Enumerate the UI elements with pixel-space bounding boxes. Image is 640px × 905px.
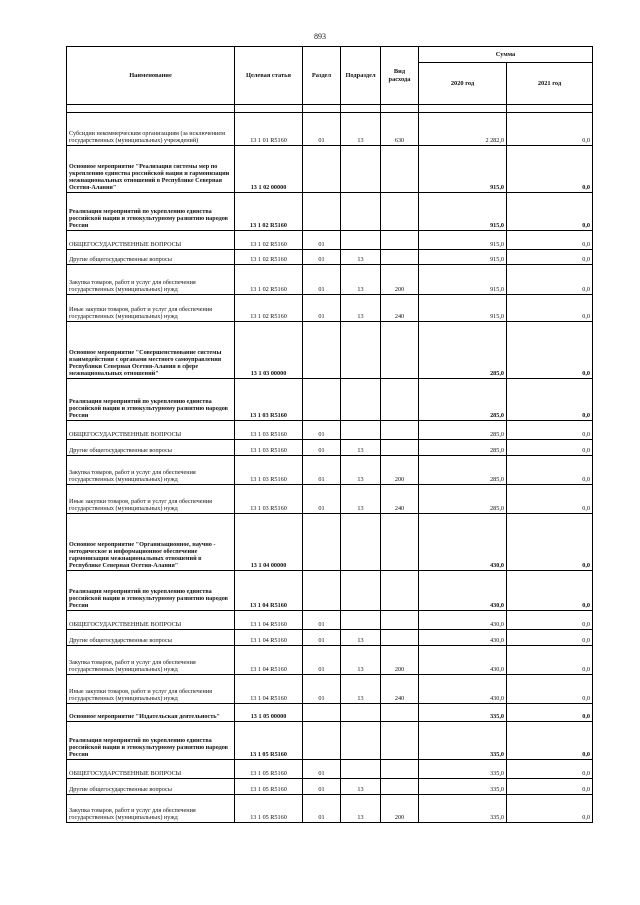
cell-expense-type [381,722,419,760]
cell-amount-2021: 0,0 [507,421,593,440]
cell-target-code: 13 1 03 R5160 [235,485,303,514]
cell-target-code: 13 1 02 R5160 [235,250,303,265]
cell-amount-2020: 915,0 [419,265,507,295]
cell-name: ОБЩЕГОСУДАРСТВЕННЫЕ ВОПРОСЫ [67,611,235,630]
cell-amount-2020: 2 282,0 [419,113,507,146]
cell-amount-2020: 915,0 [419,146,507,193]
cell-section: 01 [303,646,341,675]
cell-amount-2021: 0,0 [507,795,593,823]
cell-expense-type: 240 [381,485,419,514]
cell-subsection: 13 [341,250,381,265]
cell-target-code: 13 1 05 R5160 [235,722,303,760]
cell-section [303,146,341,193]
cell-amount-2020: 915,0 [419,193,507,231]
cell-target-code: 13 1 03 R5160 [235,421,303,440]
cell-name: Другие общегосударственные вопросы [67,630,235,646]
table-row [67,421,593,440]
cell-section: 01 [303,231,341,250]
cell-subsection: 13 [341,675,381,704]
cell-subsection [341,379,381,421]
table-row [67,193,593,231]
cell-amount-2020: 335,0 [419,704,507,722]
cell-name: Иные закупки товаров, работ и услуг для обеспечения государственных (муниципальных) нужд [67,485,235,514]
cell-expense-type [381,231,419,250]
cell-expense-type: 200 [381,795,419,823]
table-row [67,322,593,379]
cell-subsection [341,193,381,231]
cell-subsection [341,611,381,630]
spacer-row [67,105,593,113]
cell-amount-2021: 0,0 [507,379,593,421]
cell-name: ОБЩЕГОСУДАРСТВЕННЫЕ ВОПРОСЫ [67,231,235,250]
cell-section: 01 [303,675,341,704]
cell-amount-2021: 0,0 [507,722,593,760]
cell-name: Закупка товаров, работ и услуг для обеспечения государственных (муниципальных) нужд [67,265,235,295]
cell-amount-2021: 0,0 [507,779,593,795]
cell-amount-2020: 335,0 [419,722,507,760]
cell-subsection [341,704,381,722]
cell-amount-2021: 0,0 [507,630,593,646]
cell-section: 01 [303,795,341,823]
cell-amount-2020: 430,0 [419,646,507,675]
cell-expense-type [381,421,419,440]
cell-amount-2020: 430,0 [419,514,507,571]
cell-target-code: 13 1 04 R5160 [235,675,303,704]
cell-expense-type: 240 [381,295,419,322]
cell-amount-2021: 0,0 [507,456,593,485]
cell-expense-type [381,779,419,795]
cell-section [303,322,341,379]
header-expense-type: Вид расхода [381,47,419,105]
cell-section: 01 [303,440,341,456]
cell-amount-2020: 915,0 [419,250,507,265]
table-row [67,456,593,485]
cell-subsection: 13 [341,113,381,146]
table-row [67,795,593,823]
cell-expense-type [381,760,419,779]
cell-subsection [341,421,381,440]
cell-amount-2021: 0,0 [507,704,593,722]
cell-amount-2021: 0,0 [507,440,593,456]
cell-subsection [341,322,381,379]
header-year-2021: 2021 год [507,63,593,105]
cell-expense-type [381,571,419,611]
header-subsection: Подраздел [341,47,381,105]
cell-amount-2021: 0,0 [507,322,593,379]
cell-amount-2021: 0,0 [507,265,593,295]
cell-amount-2020: 430,0 [419,630,507,646]
cell-amount-2021: 0,0 [507,295,593,322]
cell-section: 01 [303,113,341,146]
cell-section: 01 [303,760,341,779]
cell-section: 01 [303,611,341,630]
cell-target-code: 13 1 02 R5160 [235,193,303,231]
cell-subsection [341,146,381,193]
table-row [67,675,593,704]
table-row [67,485,593,514]
cell-subsection [341,722,381,760]
cell-section [303,379,341,421]
cell-amount-2020: 430,0 [419,571,507,611]
cell-name: Иные закупки товаров, работ и услуг для обеспечения государственных (муниципальных) нужд [67,675,235,704]
cell-amount-2021: 0,0 [507,611,593,630]
cell-expense-type [381,322,419,379]
cell-target-code: 13 1 03 R5160 [235,379,303,421]
table-row [67,113,593,146]
page-number: 893 [314,32,326,41]
cell-expense-type: 630 [381,113,419,146]
cell-section [303,193,341,231]
cell-target-code: 13 1 03 00000 [235,322,303,379]
table-row [67,146,593,193]
cell-section: 01 [303,250,341,265]
cell-target-code: 13 1 03 R5160 [235,440,303,456]
header-section: Раздел [303,47,341,105]
table-row [67,571,593,611]
cell-name: Другие общегосударственные вопросы [67,440,235,456]
cell-section: 01 [303,265,341,295]
cell-name: Основное мероприятие "Организационное, научно - методическое и информационное обеспечение гармонизации межнациональных отношений в Республике Северная Осетия-Алания" [67,514,235,571]
cell-name: Основное мероприятие "Издательская деятельность" [67,704,235,722]
cell-section: 01 [303,421,341,440]
cell-expense-type: 240 [381,675,419,704]
cell-subsection [341,571,381,611]
header-name: Наименование [67,47,235,105]
table-row [67,779,593,795]
cell-amount-2021: 0,0 [507,485,593,514]
table-row [67,295,593,322]
cell-amount-2020: 335,0 [419,795,507,823]
cell-amount-2021: 0,0 [507,760,593,779]
table-row [67,760,593,779]
budget-table [66,46,593,823]
cell-target-code: 13 1 04 R5160 [235,571,303,611]
cell-name: Основное мероприятие "Реализация системы мер по укреплению единства российской нации и гармонизации межнациональных отношений в Республике Северная Осетия-Алания" [67,146,235,193]
cell-name: Субсидии некоммерческим организациям (за исключением государственных (муниципальных) учреждений) [67,113,235,146]
cell-amount-2020: 430,0 [419,675,507,704]
cell-expense-type [381,611,419,630]
cell-subsection: 13 [341,646,381,675]
cell-amount-2021: 0,0 [507,146,593,193]
cell-name: Другие общегосударственные вопросы [67,250,235,265]
cell-expense-type [381,514,419,571]
cell-section: 01 [303,485,341,514]
cell-subsection: 13 [341,265,381,295]
table-row [67,722,593,760]
cell-subsection: 13 [341,295,381,322]
cell-amount-2020: 285,0 [419,379,507,421]
cell-section [303,571,341,611]
cell-section: 01 [303,295,341,322]
cell-expense-type [381,193,419,231]
cell-section: 01 [303,779,341,795]
cell-subsection: 13 [341,795,381,823]
cell-amount-2020: 285,0 [419,485,507,514]
cell-name: Закупка товаров, работ и услуг для обеспечения государственных (муниципальных) нужд [67,456,235,485]
cell-name: Закупка товаров, работ и услуг для обеспечения государственных (муниципальных) нужд [67,795,235,823]
cell-subsection: 13 [341,485,381,514]
cell-name: Иные закупки товаров, работ и услуг для обеспечения государственных (муниципальных) нужд [67,295,235,322]
cell-name: ОБЩЕГОСУДАРСТВЕННЫЕ ВОПРОСЫ [67,760,235,779]
cell-name: Реализация мероприятий по укреплению единства российской нации и этнокультурному развитию народов России [67,722,235,760]
table-row [67,514,593,571]
cell-amount-2021: 0,0 [507,193,593,231]
cell-amount-2020: 335,0 [419,760,507,779]
cell-amount-2021: 0,0 [507,571,593,611]
cell-subsection: 13 [341,440,381,456]
cell-target-code: 13 1 04 00000 [235,514,303,571]
budget-table-body [67,105,593,823]
header-sum: Сумма [419,47,593,63]
table-row [67,704,593,722]
cell-name: ОБЩЕГОСУДАРСТВЕННЫЕ ВОПРОСЫ [67,421,235,440]
cell-expense-type: 200 [381,456,419,485]
cell-amount-2020: 285,0 [419,421,507,440]
cell-amount-2021: 0,0 [507,675,593,704]
cell-amount-2021: 0,0 [507,646,593,675]
cell-section: 01 [303,456,341,485]
cell-amount-2021: 0,0 [507,113,593,146]
table-row [67,265,593,295]
cell-subsection: 13 [341,456,381,485]
cell-target-code: 13 1 04 R5160 [235,611,303,630]
cell-subsection [341,231,381,250]
cell-target-code: 13 1 01 R5160 [235,113,303,146]
cell-target-code: 13 1 05 R5160 [235,760,303,779]
cell-section [303,704,341,722]
cell-section [303,514,341,571]
cell-amount-2020: 915,0 [419,295,507,322]
cell-name: Реализация мероприятий по укреплению единства российской нации и этнокультурному развитию народов России [67,571,235,611]
table-row [67,379,593,421]
cell-expense-type: 200 [381,646,419,675]
cell-target-code: 13 1 05 00000 [235,704,303,722]
table-row [67,231,593,250]
cell-name: Реализация мероприятий по укреплению единства российской нации и этнокультурному развитию народов России [67,193,235,231]
cell-expense-type [381,440,419,456]
cell-subsection [341,760,381,779]
cell-expense-type [381,146,419,193]
cell-name: Другие общегосударственные вопросы [67,779,235,795]
cell-section [303,722,341,760]
cell-section: 01 [303,630,341,646]
cell-amount-2020: 915,0 [419,231,507,250]
cell-target-code: 13 1 05 R5160 [235,795,303,823]
cell-expense-type [381,379,419,421]
cell-target-code: 13 1 03 R5160 [235,456,303,485]
cell-subsection: 13 [341,779,381,795]
cell-amount-2020: 285,0 [419,440,507,456]
cell-amount-2021: 0,0 [507,514,593,571]
table-row [67,250,593,265]
cell-target-code: 13 1 02 00000 [235,146,303,193]
table-row [67,611,593,630]
header-target: Целевая статья [235,47,303,105]
cell-target-code: 13 1 05 R5160 [235,779,303,795]
cell-amount-2021: 0,0 [507,231,593,250]
cell-target-code: 13 1 02 R5160 [235,231,303,250]
table-row [67,440,593,456]
cell-expense-type: 200 [381,265,419,295]
cell-subsection [341,514,381,571]
cell-expense-type [381,250,419,265]
cell-target-code: 13 1 04 R5160 [235,630,303,646]
cell-expense-type [381,630,419,646]
cell-name: Реализация мероприятий по укреплению единства российской нации и этнокультурному развитию народов России [67,379,235,421]
cell-amount-2020: 430,0 [419,611,507,630]
table-row [67,646,593,675]
cell-name: Закупка товаров, работ и услуг для обеспечения государственных (муниципальных) нужд [67,646,235,675]
cell-amount-2020: 285,0 [419,322,507,379]
cell-name: Основное мероприятие "Совершенствование системы взаимодействия с органами местного самоуправления Республики Северная Осетия-Алания в сфере межнациональных отношений" [67,322,235,379]
cell-amount-2021: 0,0 [507,250,593,265]
cell-amount-2020: 335,0 [419,779,507,795]
cell-subsection: 13 [341,630,381,646]
cell-expense-type [381,704,419,722]
cell-target-code: 13 1 04 R5160 [235,646,303,675]
cell-target-code: 13 1 02 R5160 [235,265,303,295]
header-year-2020: 2020 год [419,63,507,105]
table-row [67,630,593,646]
cell-amount-2020: 285,0 [419,456,507,485]
cell-target-code: 13 1 02 R5160 [235,295,303,322]
